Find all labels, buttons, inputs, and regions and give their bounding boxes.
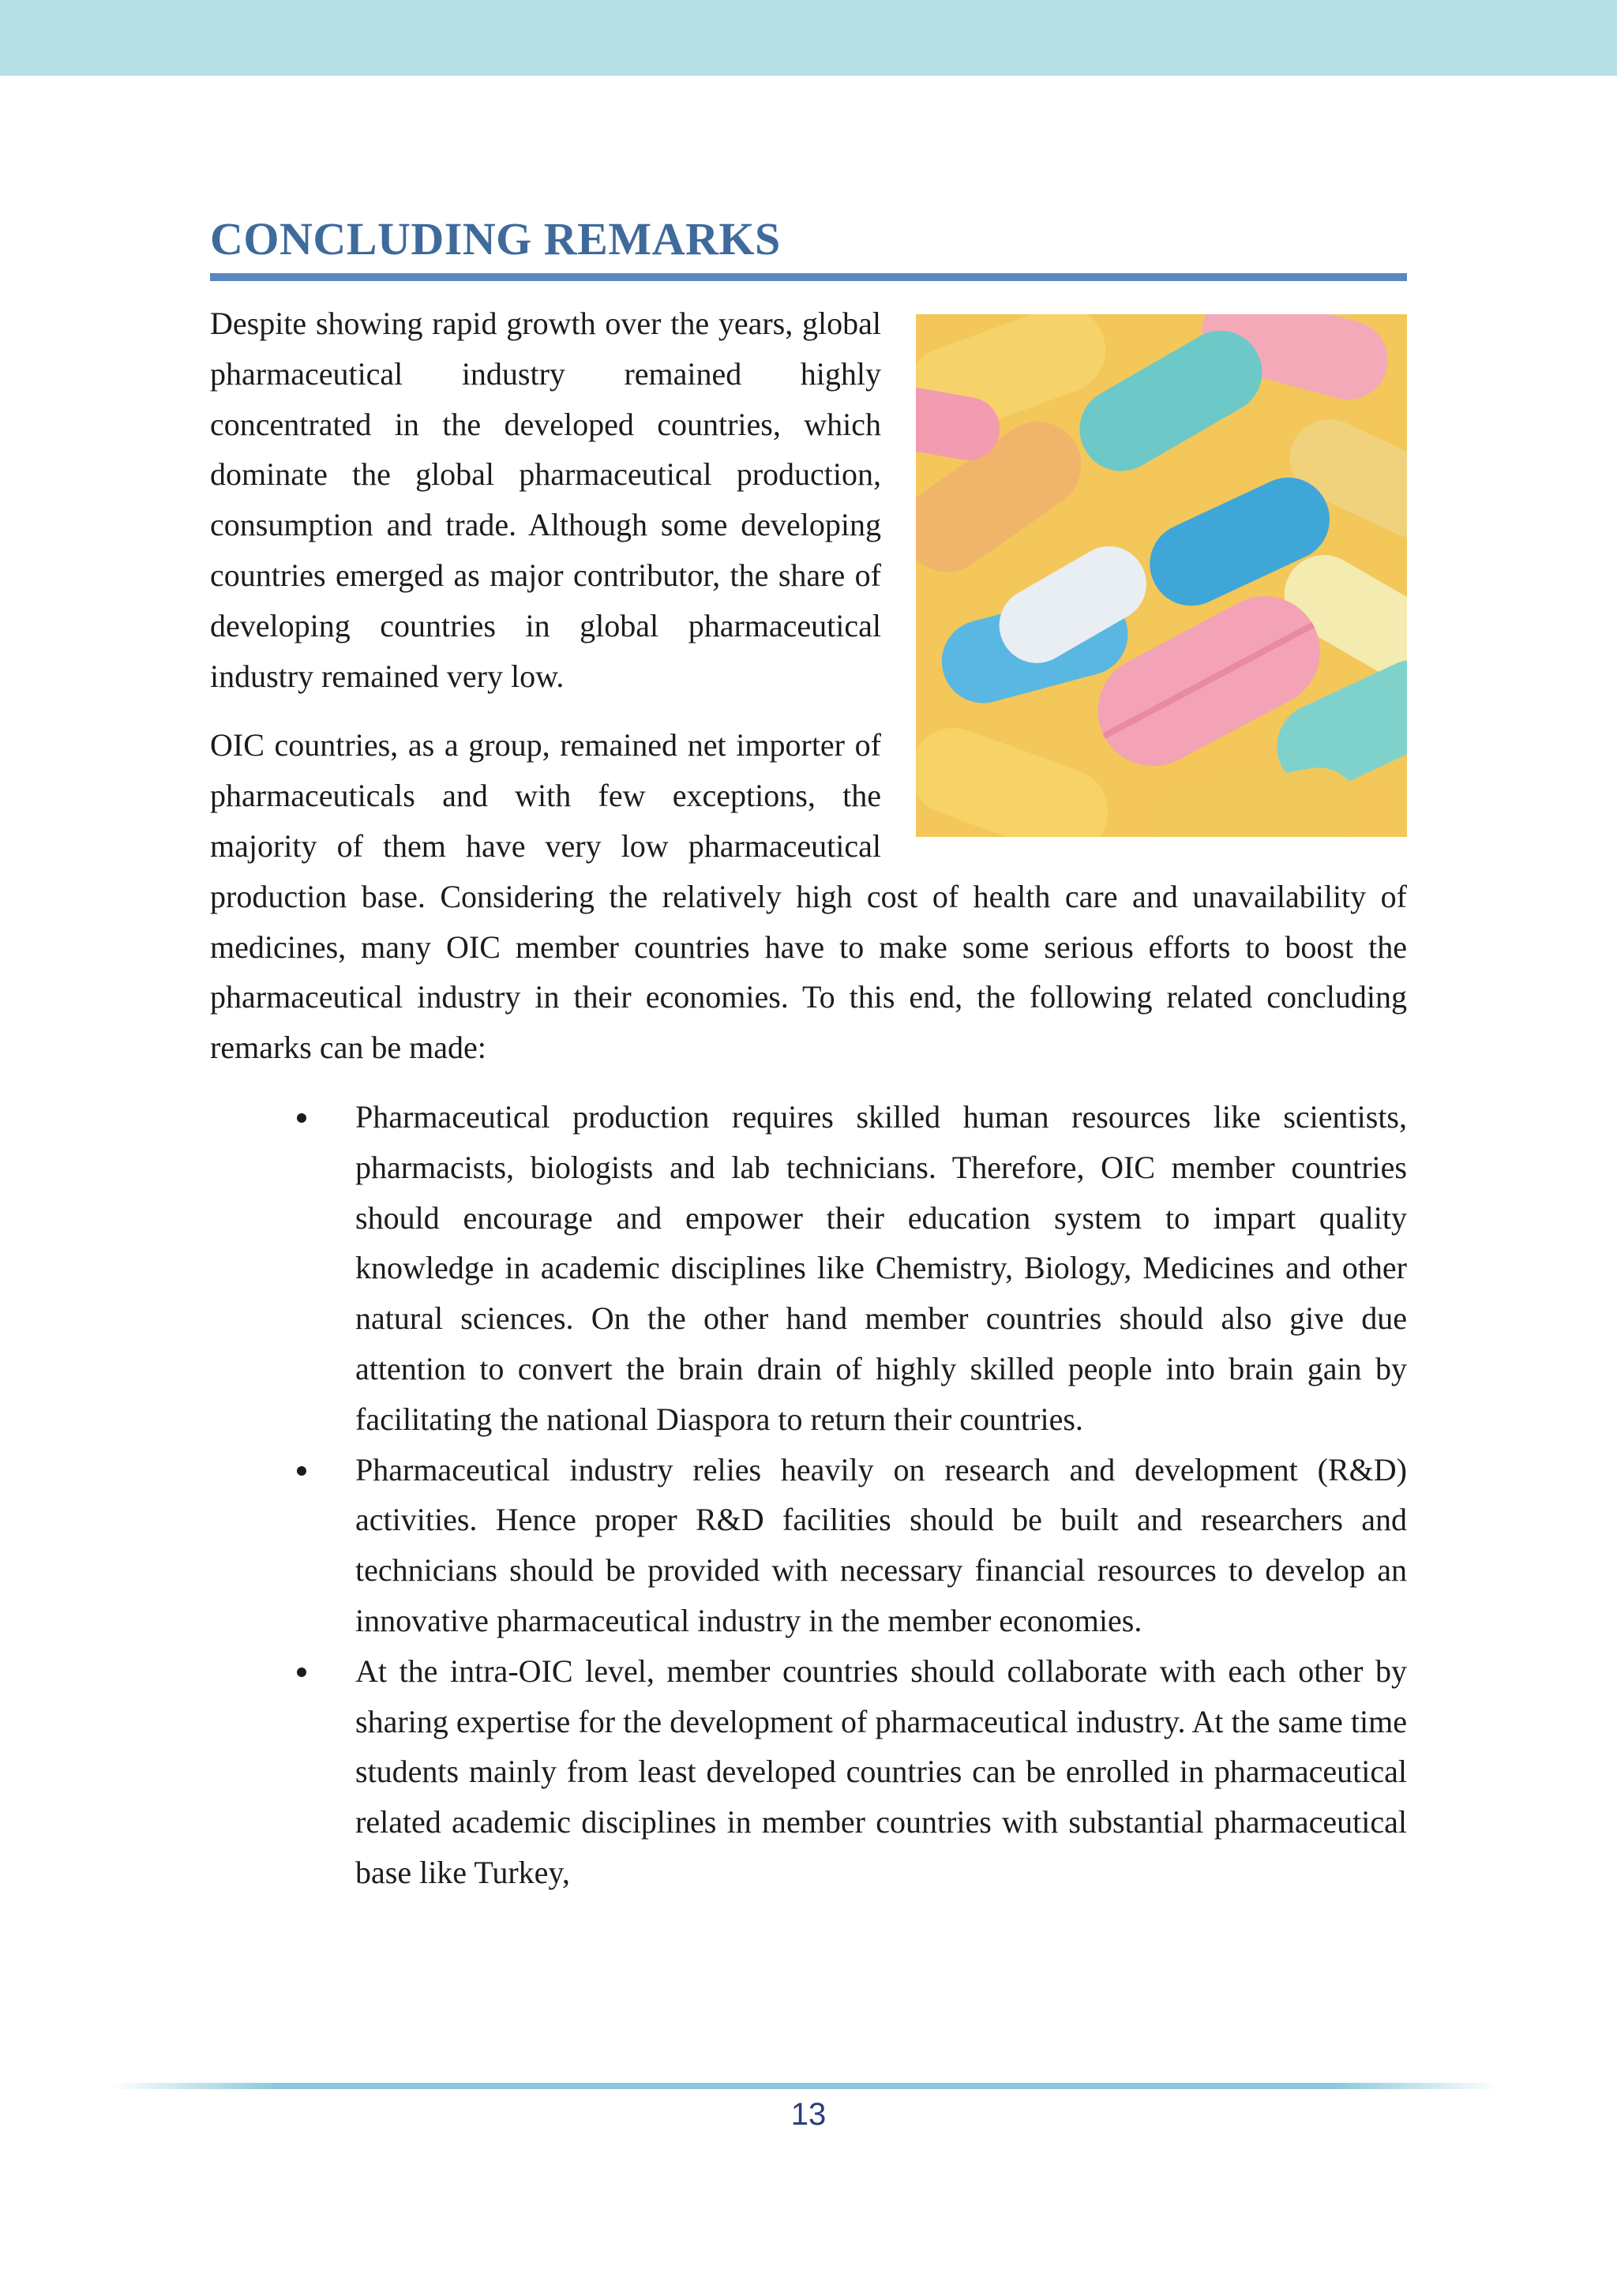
page-number: 13: [790, 2097, 827, 2132]
document-body: [210, 298, 1407, 1898]
list-item-text: Pharmaceutical industry relies heavily on research and development (R&D) activities. Hence proper R&D facilities should be built and researchers and technicians should be provided with necessary financial resources to develop an innovative pharmaceutical industry in the member economies.: [355, 1451, 1407, 1638]
list-item-text: At the intra-OIC level, member countries should collaborate with each other by sharing expertise for the development of pharmaceutical industry. At the same time students mainly from least developed countries can be enrolled in pharmaceutical related academic disciplines in member countries with substantial pharmaceutical base like Turkey,: [355, 1653, 1407, 1890]
pills-photo: [916, 314, 1407, 837]
title-underline: [210, 273, 1407, 281]
page-title: CONCLUDING REMARKS: [210, 213, 781, 264]
remarks-list: [210, 1092, 1407, 1898]
paragraph-oic: OIC countries, as a group, remained net importer of pharmaceuticals and with few exceptions, the majority of them have very low pharmaceutical production base. Considering the relatively high cost of health care and unavailability of medicines, many OIC member countries have to make some serious efforts to boost the pharmaceutical industry in their economies. To this end, the following related concluding remarks can be made:: [210, 727, 1407, 1066]
list-item: [210, 1092, 1407, 1445]
list-item: [210, 1646, 1407, 1898]
list-item-text: Pharmaceutical production requires skilled human resources like scientists, pharmacists, biologists and lab technicians. Therefore, OIC member countries should encourage and empower their education system to impart quality knowledge in academic disciplines like Chemistry, Biology, Medicines and other natural sciences. On the other hand member countries should also give due attention to convert the brain drain of highly skilled people into brain gain by facilitating the national Diaspora to return their countries.: [355, 1098, 1407, 1437]
list-item: [210, 1445, 1407, 1646]
header-band: [0, 0, 1617, 76]
paragraph-intro: Despite showing rapid growth over the years, global pharmaceutical industry remained highly concentrated in the developed countries, which dominate the global pharmaceutical production, consumption and trade. Although some developing countries emerged as major contributor, the share of developing countries in global pharmaceutical industry remained very low.: [210, 306, 881, 694]
pills-illustration: [916, 314, 1407, 837]
bullet-icon: [297, 1113, 306, 1123]
bullet-icon: [297, 1668, 306, 1677]
bullet-icon: [297, 1466, 306, 1476]
footer-rule: [111, 2083, 1500, 2089]
